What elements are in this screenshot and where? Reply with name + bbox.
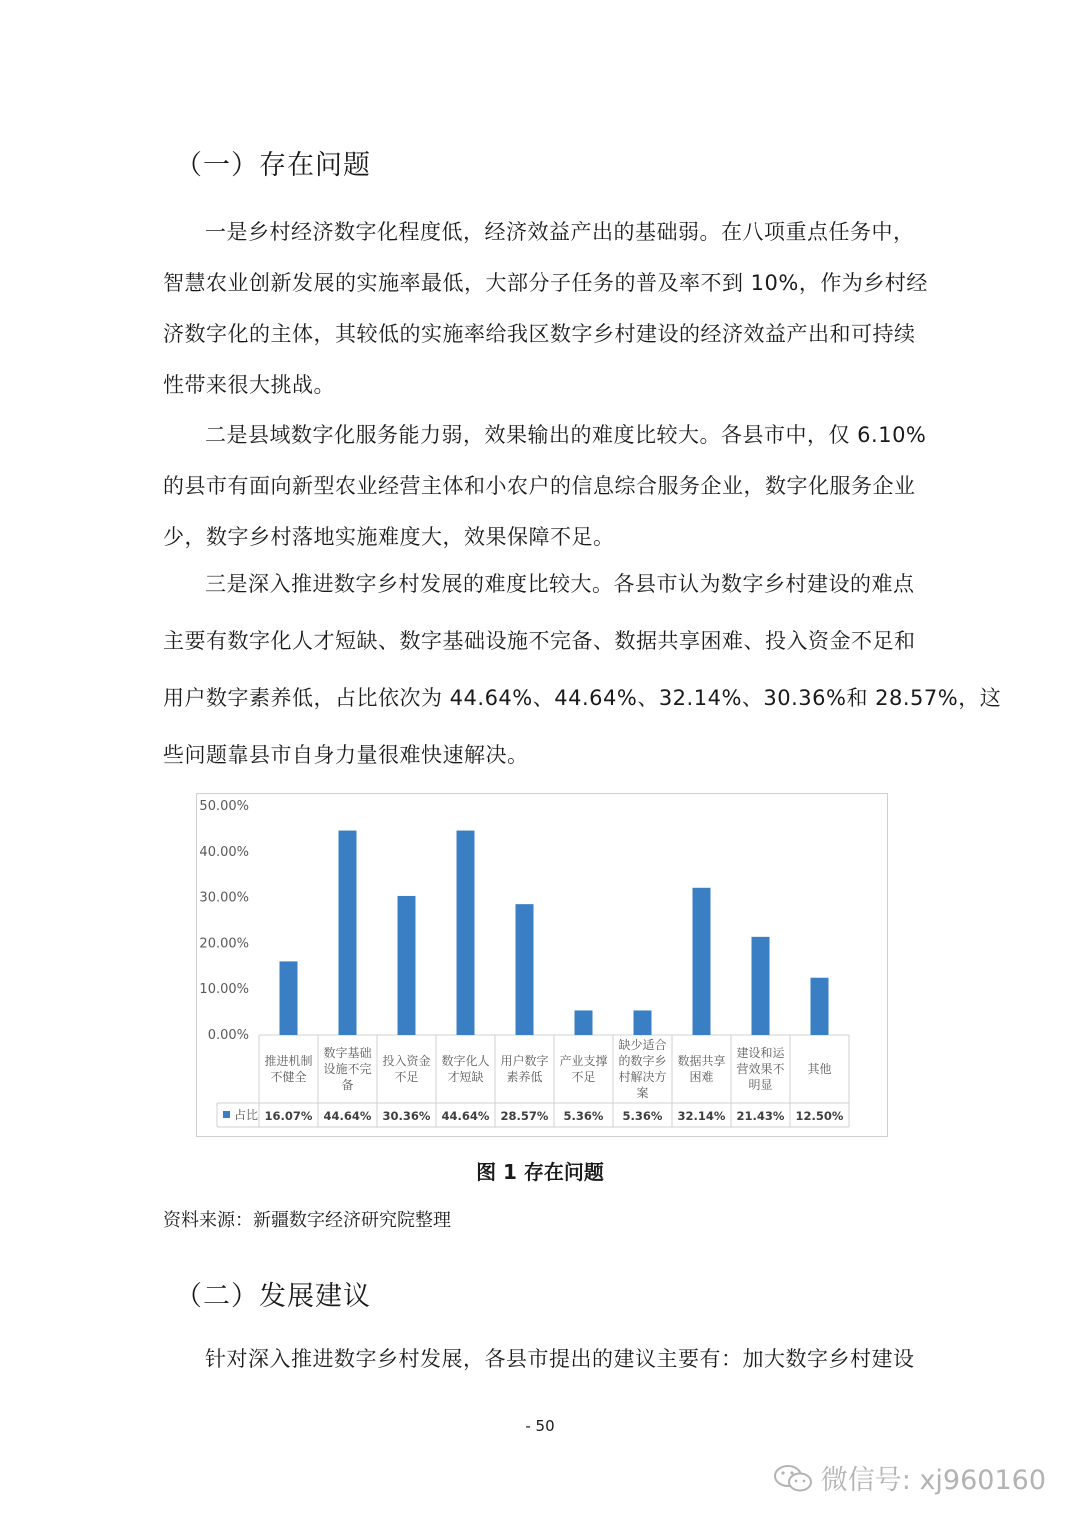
bar xyxy=(516,904,534,1035)
legend-swatch xyxy=(223,1111,230,1118)
category-label: 不足 xyxy=(571,1070,596,1084)
paragraph-1 xyxy=(163,216,928,420)
paragraph-line: 的县市有面向新型农业经营主体和小农户的信息综合服务企业，数字化服务企业 xyxy=(163,474,916,498)
bar xyxy=(280,961,298,1035)
watermark-text: 微信号: xj960160 xyxy=(820,1465,1046,1496)
value-label: 30.36% xyxy=(382,1109,431,1123)
wechat-watermark xyxy=(773,1458,1046,1497)
bar-chart xyxy=(196,793,888,1137)
paragraph-line: 些问题靠县市自身力量很难快速解决。 xyxy=(163,743,529,767)
category-label: 不健全 xyxy=(270,1070,307,1084)
value-label: 21.43% xyxy=(736,1109,785,1123)
category-label: 才短缺 xyxy=(447,1070,484,1084)
paragraph-line: 三是深入推进数字乡村发展的难度比较大。各县市认为数字乡村建设的难点 xyxy=(205,572,915,596)
category-label: 明显 xyxy=(748,1078,773,1092)
category-label: 产业支撑 xyxy=(559,1054,608,1068)
category-label: 投入资金 xyxy=(382,1054,431,1068)
y-tick-label: 30.00% xyxy=(199,890,249,906)
category-label: 数字化人 xyxy=(441,1054,490,1068)
y-tick-label: 20.00% xyxy=(199,936,249,952)
value-label: 16.07% xyxy=(264,1109,313,1123)
paragraph-2 xyxy=(163,419,927,572)
category-label: 营效果不 xyxy=(736,1062,785,1076)
figure-caption: 图 1 存在问题 xyxy=(476,1160,604,1184)
category-label: 推进机制 xyxy=(264,1054,313,1068)
category-label: 村解决方 xyxy=(618,1070,667,1084)
value-label: 12.50% xyxy=(795,1109,844,1123)
y-tick-label: 40.00% xyxy=(199,844,249,860)
paragraph-line: 主要有数字化人才短缺、数字基础设施不完备、数据共享困难、投入资金不足和 xyxy=(163,629,916,653)
paragraph-line: 性带来很大挑战。 xyxy=(163,373,335,397)
bar xyxy=(811,978,829,1035)
category-label: 用户数字 xyxy=(500,1054,549,1068)
value-label: 32.14% xyxy=(677,1109,726,1123)
bar xyxy=(398,896,416,1035)
category-label: 困难 xyxy=(689,1070,714,1084)
category-label: 数据共享 xyxy=(677,1054,726,1068)
value-label: 5.36% xyxy=(563,1109,604,1123)
page-number: - 50 xyxy=(525,1417,555,1435)
bar xyxy=(752,937,770,1035)
category-label: 数字基础 xyxy=(323,1046,372,1060)
value-label: 28.57% xyxy=(500,1109,549,1123)
paragraph-line: 二是县域数字化服务能力弱，效果输出的难度比较大。各县市中，仅 6.10% xyxy=(205,423,927,447)
paragraph-line: 用户数字素养低，占比依次为 44.64%、44.64%、32.14%、30.36%和 28.57%，这 xyxy=(163,686,1002,710)
category-label: 设施不完 xyxy=(323,1062,372,1076)
section-heading-problems: （一）存在问题 xyxy=(175,150,371,181)
bar xyxy=(575,1010,593,1035)
category-label: 建设和运 xyxy=(736,1046,785,1060)
section-heading-suggestions: （二）发展建议 xyxy=(175,1281,371,1312)
value-label: 44.64% xyxy=(323,1109,372,1123)
category-label: 案 xyxy=(636,1086,649,1100)
category-label: 的数字乡 xyxy=(618,1054,667,1068)
paragraph-line: 智慧农业创新发展的实施率最低，大部分子任务的普及率不到 10%，作为乡村经 xyxy=(163,271,928,295)
bar xyxy=(457,831,475,1035)
category-label: 其他 xyxy=(807,1062,832,1076)
category-label: 素养低 xyxy=(506,1070,543,1084)
y-tick-label: 50.00% xyxy=(199,799,249,814)
legend-label: 占比 xyxy=(234,1108,259,1122)
paragraph-4 xyxy=(163,1343,923,1394)
y-tick-label: 10.00% xyxy=(199,982,249,998)
source-note: 资料来源：新疆数字经济研究院整理 xyxy=(163,1210,451,1231)
paragraph-line: 少，数字乡村落地实施难度大，效果保障不足。 xyxy=(163,525,615,549)
paragraph-line: 针对深入推进数字乡村发展，各县市提出的建议主要有：加大数字乡村建设 xyxy=(205,1347,915,1371)
paragraph-line: 一是乡村经济数字化程度低，经济效益产出的基础弱。在八项重点任务中， xyxy=(205,220,915,244)
category-label: 备 xyxy=(341,1078,354,1092)
bar xyxy=(634,1010,652,1035)
value-label: 5.36% xyxy=(622,1109,663,1123)
bar xyxy=(339,831,357,1035)
bar xyxy=(693,888,711,1035)
paragraph-3 xyxy=(163,568,1002,796)
bar-chart-svg xyxy=(197,794,889,1138)
value-label: 44.64% xyxy=(441,1109,490,1123)
category-label: 不足 xyxy=(394,1070,419,1084)
wechat-icon xyxy=(773,1463,813,1493)
paragraph-line: 济数字化的主体，其较低的实施率给我区数字乡村建设的经济效益产出和可持续 xyxy=(163,322,916,346)
category-label: 缺少适合 xyxy=(618,1038,667,1052)
y-tick-label: 0.00% xyxy=(207,1028,249,1043)
